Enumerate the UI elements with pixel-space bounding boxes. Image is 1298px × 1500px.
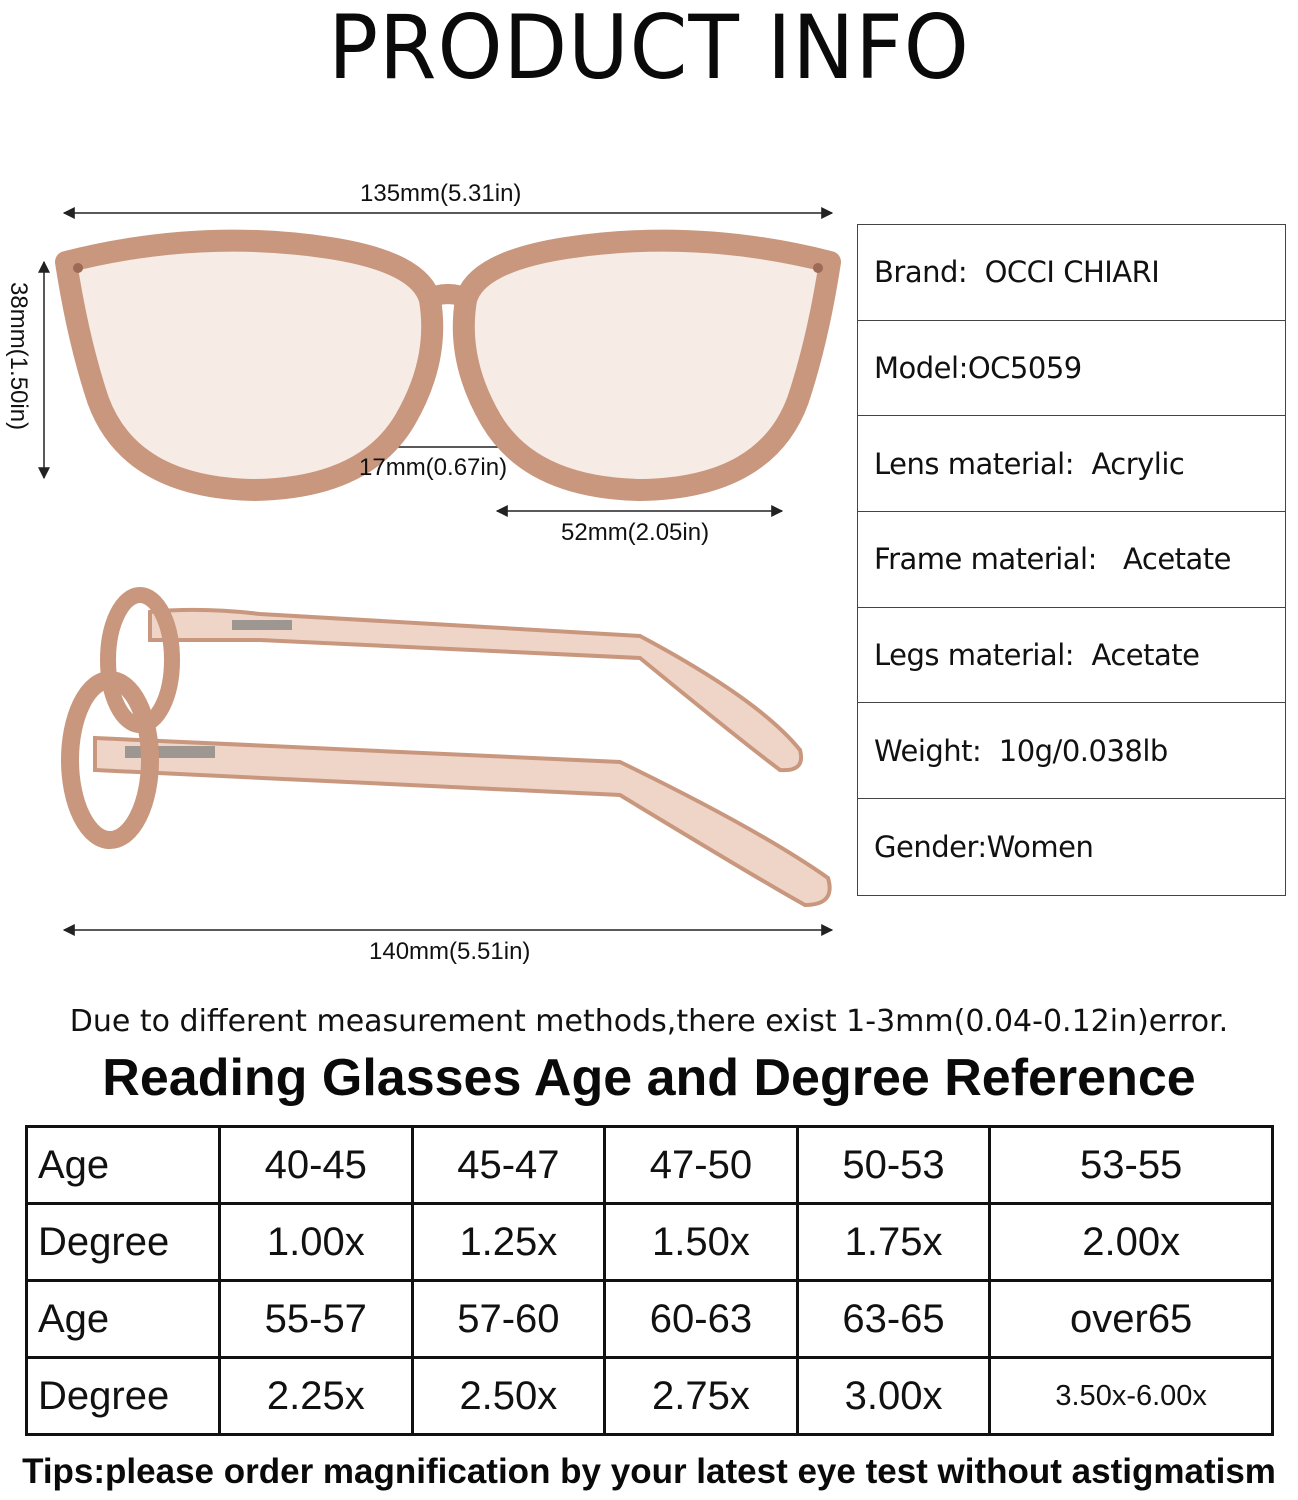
table-cell: 47-50 — [605, 1127, 798, 1204]
table-cell: 1.00x — [220, 1204, 413, 1281]
lens-height-label: 38mm(1.50in) — [5, 282, 32, 431]
total-width-label: 135mm(5.31in) — [360, 180, 522, 207]
spec-row-model: Model: OC5059 — [858, 321, 1285, 417]
table-cell: 1.25x — [412, 1204, 605, 1281]
page-title: PRODUCT INFO — [328, 0, 970, 99]
spec-row-gender: Gender: Women — [874, 829, 1094, 864]
table-cell: 40-45 — [220, 1127, 413, 1204]
table-cell: 3.00x — [797, 1358, 990, 1435]
table-cell: 57-60 — [412, 1281, 605, 1358]
table-cell: 2.00x — [990, 1204, 1273, 1281]
table-cell: 2.50x — [412, 1358, 605, 1435]
table-cell: 50-53 — [797, 1127, 990, 1204]
table-row — [27, 1358, 1273, 1435]
table-cell: 60-63 — [605, 1281, 798, 1358]
table-cell: 53-55 — [990, 1127, 1273, 1204]
temple-length-label: 140mm(5.51in) — [369, 938, 531, 965]
spec-row-brand: Brand: OCCI CHIARI — [858, 225, 1285, 321]
row-head: Age — [27, 1127, 220, 1204]
table-row — [27, 1281, 1273, 1358]
spec-row-legs-material: Legs material: Acetate — [858, 608, 1285, 704]
bridge-label: 17mm(0.67in) — [359, 454, 508, 481]
table-cell: 63-65 — [797, 1281, 990, 1358]
table-cell: over65 — [990, 1281, 1273, 1358]
glasses-side-view — [70, 595, 830, 905]
age-degree-table — [25, 1125, 1274, 1436]
table-cell: 45-47 — [412, 1127, 605, 1204]
table-row — [27, 1127, 1273, 1204]
reference-title: Reading Glasses Age and Degree Reference — [102, 1049, 1196, 1107]
spec-row-lens-material: Lens material: Acrylic — [858, 416, 1285, 512]
row-head: Degree — [27, 1204, 220, 1281]
lens-width-label: 52mm(2.05in) — [561, 519, 710, 546]
spec-row-frame-material: Frame material: Acetate — [858, 512, 1285, 608]
table-cell: 2.75x — [605, 1358, 798, 1435]
table-cell: 1.50x — [605, 1204, 798, 1281]
table-cell: 2.25x — [220, 1358, 413, 1435]
spec-row-weight: Weight: 10g/0.038lb — [858, 703, 1285, 799]
row-head: Age — [27, 1281, 220, 1358]
row-head: Degree — [27, 1358, 220, 1435]
table-cell: 3.50x-6.00x — [990, 1358, 1273, 1435]
glasses-front-view — [66, 241, 830, 490]
table-cell: 55-57 — [220, 1281, 413, 1358]
table-row — [27, 1204, 1273, 1281]
spec-table — [857, 224, 1286, 896]
glasses-illustration — [0, 0, 860, 1000]
table-cell: 1.75x — [797, 1204, 990, 1281]
tips-text: Tips:please order magnification by your latest eye test without astigmatism — [22, 1452, 1276, 1491]
measurement-note: Due to different measurement methods,there exist 1-3mm(0.04-0.12in)error. — [69, 1004, 1229, 1039]
